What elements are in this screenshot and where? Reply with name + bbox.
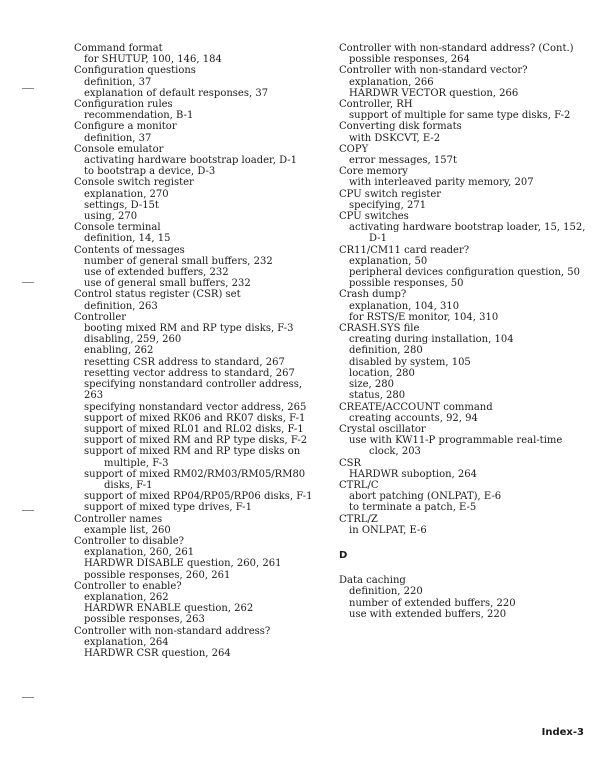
index-subentry: for SHUTUP, 100, 146, 184 [84, 54, 222, 66]
index-heading: Data caching [339, 575, 406, 587]
index-heading: Converting disk formats [339, 121, 462, 133]
index-continuation: clock, 203 [369, 446, 421, 458]
index-subentry: definition, 37 [84, 76, 152, 88]
index-continuation: disks, F-1 [104, 479, 153, 491]
index-heading: CR11/CM11 card reader? [339, 244, 470, 256]
index-continuation: multiple, F-3 [104, 457, 169, 469]
index-heading: Controller names [74, 513, 163, 525]
index-subentry: HARDWR CSR question, 264 [84, 647, 231, 659]
index-subentry: HARDWR ENABLE question, 262 [84, 603, 254, 615]
index-subentry: use with extended buffers, 220 [349, 608, 507, 620]
index-subentry: support of mixed RM02/RM03/RM05/RM80 [84, 468, 306, 480]
index-subentry: specifying nonstandard vector address, 265 [84, 401, 307, 413]
index-heading: Command format [74, 43, 163, 54]
index-subentry: HARDWR suboption, 264 [349, 468, 477, 480]
index-subentry: resetting CSR address to standard, 267 [84, 356, 285, 368]
index-subentry: settings, D-15t [84, 199, 159, 211]
index-subentry: peripheral devices configuration question, 50 [349, 267, 580, 279]
index-subentry: explanation, 270 [84, 188, 169, 200]
index-heading: Crash dump? [339, 289, 407, 301]
page-number: Index-3 [541, 727, 584, 738]
index-subentry: possible responses, 260, 261 [84, 569, 231, 581]
index-subentry: creating during installation, 104 [349, 334, 514, 346]
index-subentry: definition, 37 [84, 132, 152, 144]
index-heading: COPY [339, 143, 369, 155]
index-subentry: in ONLPAT, E-6 [349, 524, 427, 536]
index-subentry: support of mixed RM and RP type disks on [84, 446, 301, 458]
index-subentry: support of mixed RK06 and RK07 disks, F-1 [84, 412, 306, 424]
index-heading: Contents of messages [74, 244, 185, 256]
index-subentry: with DSKCVT, E-2 [349, 132, 441, 144]
index-subentry: support of mixed RM and RP type disks, F-2 [84, 435, 308, 447]
index-subentry: activating hardware bootstrap loader, D-1 [84, 155, 298, 167]
index-subentry: booting mixed RM and RP type disks, F-3 [84, 323, 294, 335]
index-subentry: to bootstrap a device, D-3 [84, 166, 216, 178]
margin-mark [22, 88, 34, 89]
index-subentry: status, 280 [349, 390, 406, 402]
index-subentry: with interleaved parity memory, 207 [349, 177, 534, 189]
index-heading: Controller with non-standard address? [74, 625, 271, 637]
index-heading: Control status register (CSR) set [74, 289, 241, 301]
index-subentry: explanation, 262 [84, 591, 169, 603]
index-subentry: number of extended buffers, 220 [349, 597, 516, 609]
index-subentry: definition, 263 [84, 300, 158, 312]
index-subentry: for RSTS/E monitor, 104, 310 [349, 311, 499, 323]
index-subentry: explanation, 266 [349, 76, 434, 88]
index-subentry: size, 280 [349, 379, 394, 391]
index-heading: Configuration rules [74, 99, 173, 111]
index-subentry: use of extended buffers, 232 [84, 267, 229, 279]
index-subentry: specifying, 271 [349, 199, 427, 211]
index-heading: CPU switches [339, 211, 409, 223]
index-subentry: abort patching (ONLPAT), E-6 [349, 491, 502, 503]
index-subentry: specifying nonstandard controller address, 263 [84, 379, 303, 402]
index-subentry: resetting vector address to standard, 267 [84, 367, 295, 379]
index-subentry: possible responses, 263 [84, 614, 205, 626]
index-subentry: definition, 220 [349, 586, 423, 598]
margin-mark [22, 282, 34, 283]
index-subentry: disabled by system, 105 [349, 356, 471, 368]
index-heading: Controller to disable? [74, 535, 184, 547]
index-continuation: D-1 [369, 233, 387, 245]
index-subentry: explanation, 104, 310 [349, 300, 460, 312]
index-column-left [74, 43, 324, 659]
index-heading: CSR [339, 457, 362, 469]
index-subentry: HARDWR VECTOR question, 266 [349, 87, 519, 99]
index-subentry: enabling, 262 [84, 345, 154, 357]
index-subentry: to terminate a patch, E-5 [349, 502, 477, 514]
index-heading: Controller with non-standard vector? [339, 65, 528, 77]
index-entries-c-continued [339, 43, 589, 536]
index-subentry: number of general small buffers, 232 [84, 255, 273, 267]
margin-mark [22, 510, 34, 511]
index-heading: Console terminal [74, 222, 161, 234]
index-heading: Controller [74, 311, 127, 323]
index-subentry: creating accounts, 92, 94 [349, 412, 478, 424]
index-subentry: use with KW11-P programmable real-time [349, 435, 563, 447]
index-subentry: explanation of default responses, 37 [84, 87, 269, 99]
section-letter-d: D [339, 549, 348, 561]
index-heading: Controller with non-standard address? (Cont.) [339, 43, 574, 54]
index-entries-d [339, 575, 589, 620]
index-subentry: explanation, 264 [84, 636, 169, 648]
index-subentry: support of mixed RL01 and RL02 disks, F-1 [84, 423, 304, 435]
index-subentry: definition, 280 [349, 345, 423, 357]
index-subentry: explanation, 260, 261 [84, 547, 195, 559]
index-subentry: explanation, 50 [349, 255, 428, 267]
index-heading: CTRL/C [339, 479, 379, 491]
margin-mark [22, 697, 34, 698]
index-heading: Console emulator [74, 143, 164, 155]
index-heading: Crystal oscillator [339, 423, 426, 435]
index-subentry: disabling, 259, 260 [84, 334, 182, 346]
index-subentry: using, 270 [84, 211, 138, 223]
index-subentry: activating hardware bootstrap loader, 15, 152, [349, 222, 586, 234]
index-heading: Configure a monitor [74, 121, 177, 133]
index-subentry: support of mixed type drives, F-1 [84, 502, 252, 514]
index-heading: CREATE/ACCOUNT command [339, 401, 493, 413]
index-heading: Core memory [339, 166, 408, 178]
index-heading: Console switch register [74, 177, 194, 189]
index-subentry: possible responses, 264 [349, 54, 470, 66]
index-heading: CRASH.SYS file [339, 323, 420, 335]
index-subentry: possible responses, 50 [349, 278, 464, 290]
index-subentry: example list, 260 [84, 524, 171, 536]
index-subentry: use of general small buffers, 232 [84, 278, 251, 290]
index-subentry: error messages, 157t [349, 155, 457, 167]
index-subentry: HARDWR DISABLE question, 260, 261 [84, 558, 282, 570]
index-subentry: support of mixed RP04/RP05/RP06 disks, F-1 [84, 491, 313, 503]
index-heading: CTRL/Z [339, 513, 378, 525]
index-heading: Controller to enable? [74, 580, 182, 592]
index-subentry: definition, 14, 15 [84, 233, 171, 245]
index-heading: Controller, RH [339, 99, 413, 111]
index-subentry: recommendation, B-1 [84, 110, 194, 122]
index-heading: Configuration questions [74, 65, 196, 77]
index-subentry: location, 280 [349, 367, 415, 379]
index-column-right [339, 43, 589, 620]
index-heading: CPU switch register [339, 188, 442, 200]
index-subentry: support of multiple for same type disks, F-2 [349, 110, 571, 122]
